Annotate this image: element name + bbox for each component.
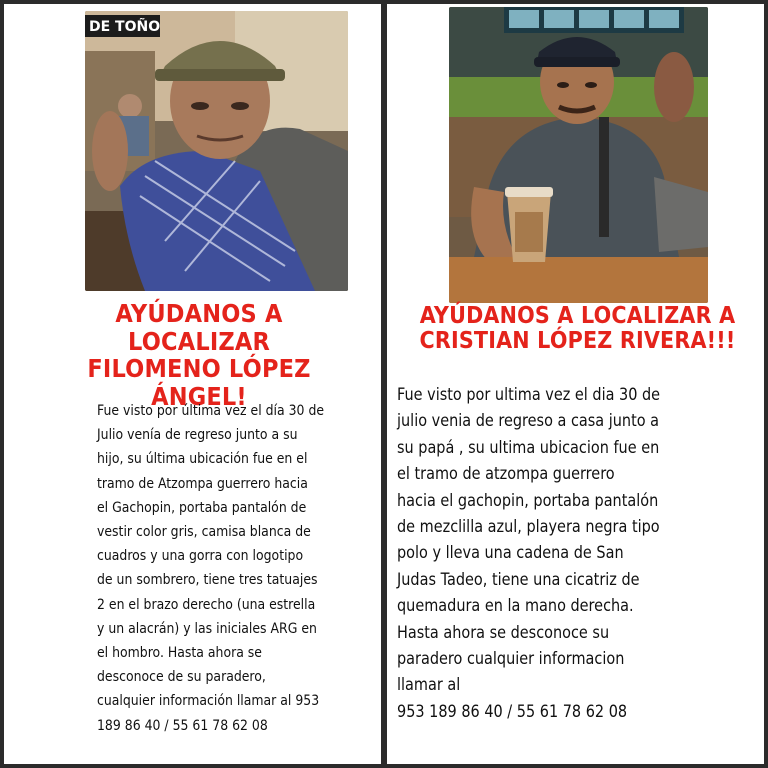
description-line: hacia el gachopin, portaba pantalón <box>397 490 659 511</box>
frame-right-border <box>764 0 768 768</box>
description-line: quemadura en la mano derecha. <box>397 596 634 617</box>
poster-right <box>387 4 764 764</box>
description-line: hijo, su última ubicación fue en el <box>97 451 308 468</box>
photo-filomeno <box>85 11 348 291</box>
headline-line-2: CRISTIAN LÓPEZ RIVERA!!! <box>419 328 736 355</box>
description-line: polo y lleva una cadena de San <box>397 543 624 564</box>
description-line-phone: 189 86 40 / 55 61 78 62 08 <box>97 717 268 734</box>
description-line: el hombro. Hasta ahora se <box>97 645 262 662</box>
description-line: su papá , su ultima ubicacion fue en <box>397 437 660 458</box>
headline-cristian <box>413 304 742 355</box>
description-line: Fue visto por última vez el día 30 de <box>97 403 325 419</box>
description-line: vestir color gris, camisa blanca de <box>97 524 311 541</box>
photo-cristian <box>449 7 708 303</box>
description-line: cualquier información llamar al 953 <box>97 693 320 710</box>
poster-left <box>4 4 381 764</box>
description-line-phone: 953 189 86 40 / 55 61 78 62 08 <box>397 701 628 722</box>
description-filomeno <box>97 399 369 738</box>
description-line: cuadros y una gorra con logotipo <box>97 548 304 565</box>
headline-line-2: FILOMENO LÓPEZ ÁNGEL! <box>87 354 311 411</box>
store-sign-text: DE TOÑO <box>89 19 161 35</box>
description-line: de mezclilla azul, playera negra tipo <box>397 517 660 538</box>
description-line: Hasta ahora se desconoce su <box>397 622 610 643</box>
description-line: llamar al <box>397 675 461 696</box>
description-line: desconoce de su paradero, <box>97 669 266 686</box>
description-line: el Gachopin, portaba pantalón de <box>97 499 307 516</box>
headline-line-1: AYÚDANOS A LOCALIZAR <box>115 299 283 356</box>
photo-cristian-illustration <box>449 7 708 303</box>
description-line: tramo de Atzompa guerrero hacia <box>97 475 308 492</box>
description-line: Fue visto por ultima vez el dia 30 de <box>397 385 661 405</box>
description-line: Julio venía de regreso junto a su <box>97 427 298 444</box>
headline-line-1: AYÚDANOS A LOCALIZAR A <box>419 303 736 329</box>
description-line: julio venia de regreso a casa junto a <box>397 411 660 432</box>
description-line: de un sombrero, tiene tres tatuajes <box>97 572 318 589</box>
description-cristian <box>397 382 717 725</box>
description-line: 2 en el brazo derecho (una estrella <box>97 596 316 613</box>
description-line: el tramo de atzompa guerrero <box>397 464 615 485</box>
headline-filomeno <box>42 300 357 410</box>
description-line: paradero cualquier informacion <box>397 649 625 670</box>
description-line: y un alacrán) y las iniciales ARG en <box>97 620 317 637</box>
description-line: Judas Tadeo, tiene una cicatriz de <box>397 569 640 590</box>
photo-filomeno-illustration <box>85 11 348 291</box>
